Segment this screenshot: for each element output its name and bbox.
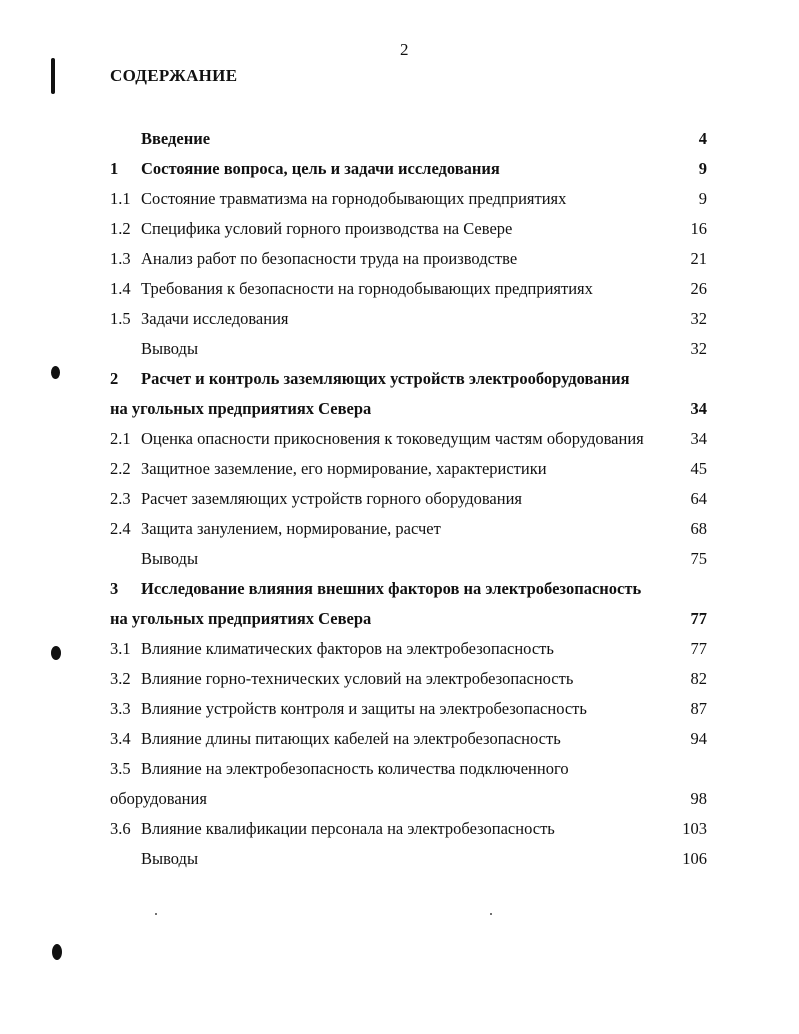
toc-entry-page: 87 xyxy=(690,699,707,718)
toc-entry-title: Требования к безопасности на горнодобывающих предприятиях xyxy=(141,279,593,298)
toc-entry-number: 3.4 xyxy=(110,729,131,748)
toc-entry-number: 2.3 xyxy=(110,489,131,508)
toc-entry-title: Выводы xyxy=(141,849,199,868)
toc-entry-title: Влияние на электробезопасность количества подключенного xyxy=(141,759,569,778)
hole-punch-mark xyxy=(52,944,62,960)
toc-entry-number: 3.3 xyxy=(110,699,131,718)
toc-entry-title: Исследование влияния внешних факторов на электробезопасность xyxy=(141,579,642,598)
toc-entry-number: 1.1 xyxy=(110,189,131,208)
toc-entry-page: 9 xyxy=(698,159,707,178)
toc-entry-title: Расчет и контроль заземляющих устройств электрооборудования xyxy=(141,369,630,388)
toc-entry xyxy=(0,398,799,428)
toc-entry-number: 1 xyxy=(110,159,119,178)
toc-entry-page: 45 xyxy=(690,459,707,478)
toc-entry-number: 3.2 xyxy=(110,669,131,688)
toc-entry xyxy=(0,818,799,848)
toc-entry-page: 75 xyxy=(690,549,707,568)
toc-entry-title: Введение xyxy=(141,129,211,148)
toc-entry-number: 1.2 xyxy=(110,219,131,238)
toc-entry-title: Влияние длины питающих кабелей на электробезопасность xyxy=(141,729,561,748)
toc-entry-title: Выводы xyxy=(141,549,199,568)
toc-entry-page: 77 xyxy=(690,639,707,658)
toc-entry xyxy=(0,758,799,788)
toc-entry xyxy=(0,608,799,638)
toc-entry-page: 77 xyxy=(690,609,707,628)
toc-entry-page: 68 xyxy=(690,519,707,538)
toc-entry-title: Задачи исследования xyxy=(141,309,289,328)
toc-entry-page: 4 xyxy=(698,129,707,148)
toc-entry-page: 9 xyxy=(698,189,707,208)
toc-entry-page: 32 xyxy=(690,339,707,358)
scan-speck xyxy=(490,913,492,915)
toc-entry-title: Влияние горно-технических условий на электробезопасность xyxy=(141,669,574,688)
toc-entry-page: 106 xyxy=(682,849,707,868)
toc-entry-title: Влияние климатических факторов на электробезопасность xyxy=(141,639,554,658)
toc-entry xyxy=(0,218,799,248)
toc-entry xyxy=(0,548,799,578)
toc-entry-number: 1.3 xyxy=(110,249,131,268)
toc-entry-title: Состояние травматизма на горнодобывающих предприятиях xyxy=(141,189,567,208)
toc-entry-title: Защитное заземление, его нормирование, характеристики xyxy=(141,459,547,478)
toc-entry-title: Оценка опасности прикосновения к токоведущим частям оборудования xyxy=(141,429,644,448)
toc-entry-page: 34 xyxy=(690,399,707,418)
toc-entry xyxy=(0,458,799,488)
toc-entry xyxy=(0,488,799,518)
hole-punch-mark xyxy=(51,646,61,660)
toc-entry-number: 1.4 xyxy=(110,279,131,298)
toc-entry xyxy=(0,638,799,668)
toc-entry xyxy=(0,128,799,158)
toc-entry-title: Защита занулением, нормирование, расчет xyxy=(141,519,441,538)
toc-entry-page: 64 xyxy=(690,489,707,508)
toc-entry xyxy=(0,518,799,548)
toc-entry xyxy=(0,308,799,338)
toc-entry xyxy=(0,158,799,188)
toc-entry-page: 16 xyxy=(690,219,707,238)
toc-entry xyxy=(0,848,799,878)
toc-entry xyxy=(0,248,799,278)
toc-entry-page: 26 xyxy=(690,279,707,298)
toc-entry xyxy=(0,788,799,818)
toc-entry-title: Выводы xyxy=(141,339,199,358)
toc-entry xyxy=(0,338,799,368)
toc-entry-page: 94 xyxy=(690,729,707,748)
toc-entry-number: 3.1 xyxy=(110,639,131,658)
page-number: 2 xyxy=(400,40,409,59)
page-title: СОДЕРЖАНИЕ xyxy=(110,66,238,85)
toc-entry xyxy=(0,698,799,728)
toc-entry-page: 21 xyxy=(690,249,707,268)
toc-entry xyxy=(0,188,799,218)
toc-entry-number: 2 xyxy=(110,369,119,388)
toc-entry-title: Состояние вопроса, цель и задачи исследования xyxy=(141,159,500,178)
toc-entry-number: 2.4 xyxy=(110,519,131,538)
toc-entry-number: 3.6 xyxy=(110,819,131,838)
toc-entry-title: оборудования xyxy=(110,789,207,808)
toc-entry-page: 34 xyxy=(690,429,707,448)
toc-entry xyxy=(0,578,799,608)
hole-punch-mark xyxy=(51,366,60,379)
scan-speck xyxy=(155,913,157,915)
hole-punch-mark xyxy=(51,58,55,94)
toc-entry xyxy=(0,278,799,308)
toc-entry-page: 98 xyxy=(690,789,707,808)
toc-entry xyxy=(0,668,799,698)
toc-entry-title: Расчет заземляющих устройств горного оборудования xyxy=(141,489,522,508)
toc-entry xyxy=(0,368,799,398)
toc-entry-number: 3.5 xyxy=(110,759,131,778)
toc-entry-page: 32 xyxy=(690,309,707,328)
toc-entry xyxy=(0,428,799,458)
toc-entry-title: Специфика условий горного производства на Севере xyxy=(141,219,513,238)
toc-entry-number: 2.2 xyxy=(110,459,131,478)
toc-entry-number: 2.1 xyxy=(110,429,131,448)
toc-entry xyxy=(0,728,799,758)
toc-entry-title: Влияние устройств контроля и защиты на электробезопасность xyxy=(141,699,587,718)
toc-entry-number: 3 xyxy=(110,579,119,598)
toc-entry-number: 1.5 xyxy=(110,309,131,328)
toc-entry-title: на угольных предприятиях Севера xyxy=(110,609,372,628)
toc-entry-title: Анализ работ по безопасности труда на производстве xyxy=(141,249,518,268)
toc-entry-page: 82 xyxy=(690,669,707,688)
toc-entry-title: Влияние квалификации персонала на электробезопасность xyxy=(141,819,555,838)
toc-entry-title: на угольных предприятиях Севера xyxy=(110,399,372,418)
toc-entry-page: 103 xyxy=(682,819,707,838)
